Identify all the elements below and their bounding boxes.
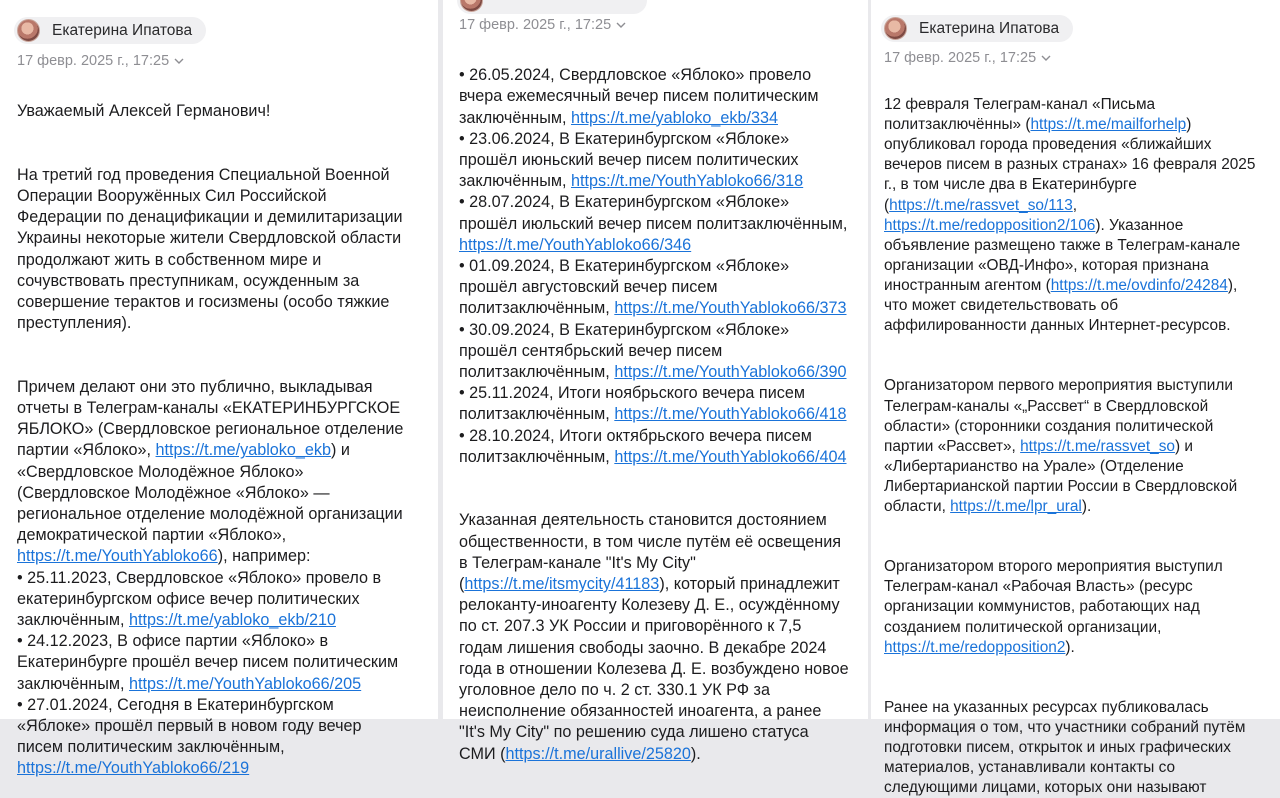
link[interactable]: https://t.me/yabloko_ekb/210 xyxy=(129,611,336,630)
paragraph-text: ), что может свидетельствовать об аффилированности данных Интернет-ресурсов. xyxy=(884,276,1238,335)
link[interactable]: https://t.me/YouthYabloko66/205 xyxy=(129,674,362,693)
link[interactable]: https://t.me/YouthYabloko66/346 xyxy=(459,235,692,254)
paragraph-text: • 01.09.2024, В Екатеринбургском «Яблоке» прошёл августовский вечер писем политзаключённым, xyxy=(459,257,790,318)
avatar[interactable] xyxy=(17,19,40,42)
link[interactable]: https://t.me/mailforhelp xyxy=(1030,116,1187,134)
link[interactable]: https://t.me/YouthYabloko66/418 xyxy=(614,405,847,424)
timestamp-text: 17 февр. 2025 г., 17:25 xyxy=(884,50,1037,66)
paragraph-text: ). xyxy=(1081,497,1092,515)
link[interactable]: https://t.me/YouthYabloko66/404 xyxy=(614,447,847,466)
paragraph-text: • 26.05.2024, Свердловское «Яблоко» провело вчера ежемесячный вечер писем политическим заключённым, xyxy=(459,66,819,127)
message-panel-1 xyxy=(0,0,438,778)
link[interactable]: https://t.me/redopposition2 xyxy=(884,638,1066,656)
link[interactable]: https://t.me/rassvet_so xyxy=(1020,437,1175,455)
paragraph-text: Указанная деятельность становится достоянием общественности, в том числе путём её освещения в Телеграм-канале "It's My City" ( xyxy=(459,511,842,594)
paragraph-text: ), например: • 25.11.2023, Свердловское «Яблоко» провело в екатеринбургском офисе вечер политических заключённым, xyxy=(17,547,382,630)
link[interactable]: https://t.me/YouthYabloko66 xyxy=(17,547,218,566)
message-timestamp[interactable] xyxy=(884,50,1052,66)
link[interactable]: https://t.me/yabloko_ekb xyxy=(155,441,332,460)
paragraph-text: • 28.10.2024, Итоги октябрьского вечера писем политзаключённым, xyxy=(459,426,812,466)
paragraph: На третий год проведения Специальной Военной Операции Вооружённых Сил Российской Федерации по денацификации и демилитаризации Украины некоторые жители Свердловской области продолжают жить в собственном мире и сочувствовать преступникам, осужденным за совершение терактов и госизмены (особо тяжкие преступления). xyxy=(17,165,403,333)
link[interactable]: https://t.me/YouthYabloko66/390 xyxy=(614,363,847,382)
paragraph-text: Ранее на указанных ресурсах публиковалась информация о том, что участники собраний путём подготовки писем, открыток и иных графических материалов, устанавливали контакты со следующими лицами, которых они называют xyxy=(884,698,1246,797)
message-body xyxy=(17,80,435,780)
paragraph-text: ) и «Свердловское Молодёжное Яблоко» (Свердловское Молодёжное «Яблоко» — региональное отделение молодёжной организации демократической партии «Яблоко», xyxy=(17,441,403,545)
link[interactable]: https://t.me/YouthYabloko66/318 xyxy=(571,172,804,191)
paragraph-text: Организатором второго мероприятия выступил Телеграм-канал «Рабочая Власть» (ресурс организации коммунистов, работающих над созданием политической организации, xyxy=(884,558,1223,636)
link[interactable]: https://t.me/urallive/25820 xyxy=(505,744,691,763)
paragraph-text: ). Указанное объявление размещено также в Телеграм-канале организации «ОВД-Инфо», которая признана иностранным агентом ( xyxy=(884,216,1241,294)
paragraph-text: ). xyxy=(690,744,701,763)
greeting: Уважаемый Алексей Германович! xyxy=(17,102,271,121)
author-name: Екатерина Ипатова xyxy=(52,21,193,39)
paragraph-text: ), который принадлежит релоканту-иноагенту Колезеву Д. Е., осуждённому по ст. 207.3 УК России и приговорённого к 7,5 годам лишения свободы заочно. В декабре 2024 года в отношении Колезева Д. Е. возбуждено новое уголовное дело по ч. 2 ст. 330.1 УК РФ за неисполнение обязанностей иноагента, а ранее "It's My City" по решению суда лишено статуса СМИ ( xyxy=(459,575,849,763)
link[interactable]: https://t.me/rassvet_so/113 xyxy=(889,196,1073,214)
paragraph-text: • 24.12.2023, В офисе партии «Яблоко» в Екатеринбурге прошёл вечер писем политическим заключённым, xyxy=(17,632,399,693)
link[interactable]: https://t.me/itsmycity/41183 xyxy=(464,575,660,594)
link[interactable]: https://t.me/lpr_ural xyxy=(950,497,1082,515)
message-timestamp[interactable] xyxy=(459,17,627,33)
message-panel-2 xyxy=(443,0,868,763)
link[interactable]: https://t.me/yabloko_ekb/334 xyxy=(571,108,778,127)
link[interactable]: https://t.me/ovdinfo/24284 xyxy=(1050,276,1228,294)
message-panel-3 xyxy=(871,0,1280,797)
chevron-down-icon[interactable] xyxy=(615,19,627,31)
paragraph-text: ) опубликовал города проведения «ближайших вечеров писем в разных странах» 16 февраля 2025 г., в том числе два в Екатеринбурге ( xyxy=(884,116,1256,214)
paragraph-text: Организатором первого мероприятия выступили Телеграм-каналы «„Рассвет“ в Свердловской области» (сторонники создания политической партии «Рассвет», xyxy=(884,377,1233,455)
paragraph-text: , xyxy=(1072,196,1078,214)
link[interactable]: https://t.me/redopposition2/106 xyxy=(884,216,1096,234)
paragraph-text: • 30.09.2024, В Екатеринбургском «Яблоке» прошёл сентябрьский вечер писем политзаключённым, xyxy=(459,320,790,382)
author-name: Екатерина Ипатова xyxy=(919,19,1060,37)
paragraph-text: ) и «Либертарианство на Урале» (Отделение Либертарианской партии России в Свердловской области, xyxy=(884,437,1238,515)
message-body xyxy=(459,44,867,765)
paragraph-text: ). xyxy=(1065,638,1075,656)
link[interactable]: https://t.me/YouthYabloko66/219 xyxy=(17,759,250,778)
author-chip[interactable] xyxy=(457,0,647,14)
author-chip[interactable] xyxy=(881,15,1073,42)
chevron-down-icon[interactable] xyxy=(173,55,185,67)
paragraph-text: • 28.07.2024, В Екатеринбургском «Яблоке» прошёл июльский вечер писем политзаключённым, xyxy=(459,193,848,233)
timestamp-text: 17 февр. 2025 г., 17:25 xyxy=(459,17,612,33)
paragraph-text: • 27.01.2024, Сегодня в Екатеринбургском «Яблоке» прошёл первый в новом году вечер писем политическим заключённым, xyxy=(17,695,362,757)
message-timestamp[interactable] xyxy=(17,53,185,69)
avatar[interactable] xyxy=(460,0,483,12)
avatar[interactable] xyxy=(884,17,907,40)
message-body xyxy=(884,75,1278,798)
paragraph-text: • 25.11.2024, Итоги ноябрьского вечера писем политзаключённым, xyxy=(459,384,805,424)
timestamp-text: 17 февр. 2025 г., 17:25 xyxy=(17,53,170,69)
paragraph-text: 12 февраля Телеграм-канал «Письма политзаключённы» ( xyxy=(884,96,1156,134)
paragraph-text: Причем делают они это публично, выкладывая отчеты в Телеграм-каналы «ЕКАТЕРИНБУРГСКОЕ ЯБЛОКО» (Свердловское региональное отделение партии «Яблоко», xyxy=(17,377,404,460)
author-chip[interactable] xyxy=(14,17,206,44)
link[interactable]: https://t.me/YouthYabloko66/373 xyxy=(614,299,847,318)
paragraph-text: • 23.06.2024, В Екатеринбургском «Яблоке» прошёл июньский вечер писем политических заключённым, xyxy=(459,129,799,191)
chevron-down-icon[interactable] xyxy=(1040,52,1052,64)
